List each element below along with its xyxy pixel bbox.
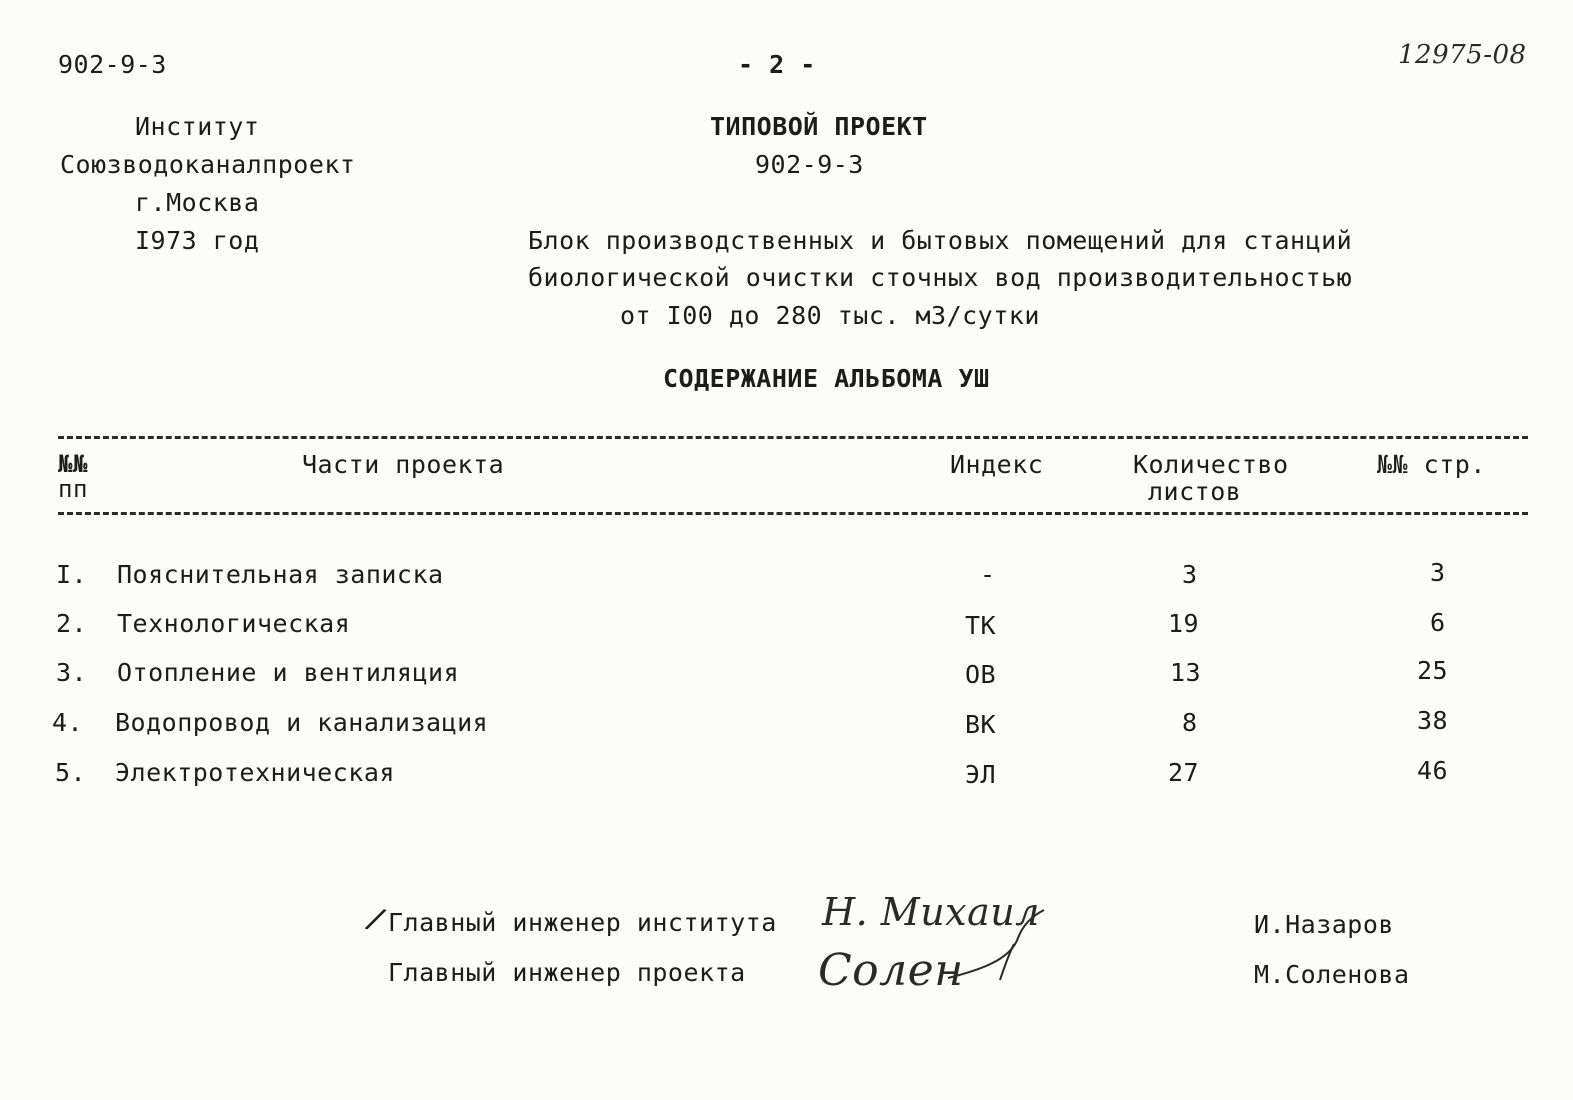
row-number: 4. [52, 708, 84, 737]
column-quantity-line2: листов [1148, 477, 1242, 506]
row-part: Пояснительная записка [117, 560, 444, 589]
row-sheets: 13 [1170, 658, 1202, 687]
row-sheets: 19 [1168, 609, 1200, 638]
row-number: 3. [56, 658, 88, 687]
column-index: Индекс [950, 450, 1044, 479]
project-description-line3: от I00 до 280 тыс. м3/сутки [620, 301, 1040, 330]
project-description-line1: Блок производственных и бытовых помещений для станций [528, 226, 1353, 255]
document-code-left: 902-9-3 [58, 50, 167, 79]
project-type: ТИПОВОЙ ПРОЕКТ [710, 112, 928, 141]
handwritten-signature-1: Н. Михаил [822, 890, 1040, 934]
row-index: ТК [965, 611, 997, 640]
signature-name-2: М.Соленова [1254, 960, 1410, 989]
row-part: Технологическая [117, 609, 351, 638]
row-part: Отопление и вентиляция [117, 658, 460, 687]
row-number: 2. [56, 609, 88, 638]
column-quantity-line1: Количество [1133, 450, 1289, 479]
institute-year: I973 год [135, 226, 260, 255]
row-index: ЭЛ [965, 760, 997, 789]
column-num-line2: пп [58, 475, 88, 503]
institute-name: Союзводоканалпроект [60, 150, 356, 179]
row-sheets: 8 [1182, 708, 1198, 737]
row-part: Электротехническая [115, 758, 395, 787]
project-number: 902-9-3 [755, 150, 864, 179]
row-number: 5. [55, 758, 87, 787]
project-description-line2: биологической очистки сточных вод производительностью [528, 263, 1353, 292]
row-page: 3 [1430, 558, 1446, 587]
signature-role-chief-project: Главный инженер проекта [388, 958, 746, 987]
check-mark: / [361, 899, 391, 940]
row-sheets: 3 [1182, 560, 1198, 589]
table-header-divider [58, 512, 1528, 515]
row-number: I. [56, 560, 88, 589]
column-num-line1: №№ [58, 450, 88, 478]
column-page: №№ стр. [1377, 450, 1486, 479]
signature-role-chief-institute: Главный инженер института [388, 908, 777, 937]
signature-name-1: И.Назаров [1254, 910, 1394, 939]
row-page: 6 [1430, 608, 1446, 637]
institute-label: Институт [135, 112, 260, 141]
table-top-divider [58, 436, 1528, 439]
contents-title: СОДЕРЖАНИЕ АЛЬБОМА УШ [663, 364, 990, 393]
row-page: 46 [1417, 756, 1449, 785]
row-part: Водопровод и канализация [115, 708, 489, 737]
row-index: - [980, 560, 996, 589]
column-part: Части проекта [302, 450, 505, 479]
signature-flourish [940, 900, 1050, 990]
document-code-right: 12975-08 [1398, 40, 1527, 70]
row-index: ВК [965, 710, 997, 739]
page-number: - 2 - [738, 50, 816, 79]
row-page: 25 [1417, 656, 1449, 685]
row-index: ОВ [965, 660, 997, 689]
row-sheets: 27 [1168, 758, 1200, 787]
institute-city: г.Москва [135, 188, 260, 217]
row-page: 38 [1417, 706, 1449, 735]
handwritten-signature-2: Солен [818, 945, 964, 996]
